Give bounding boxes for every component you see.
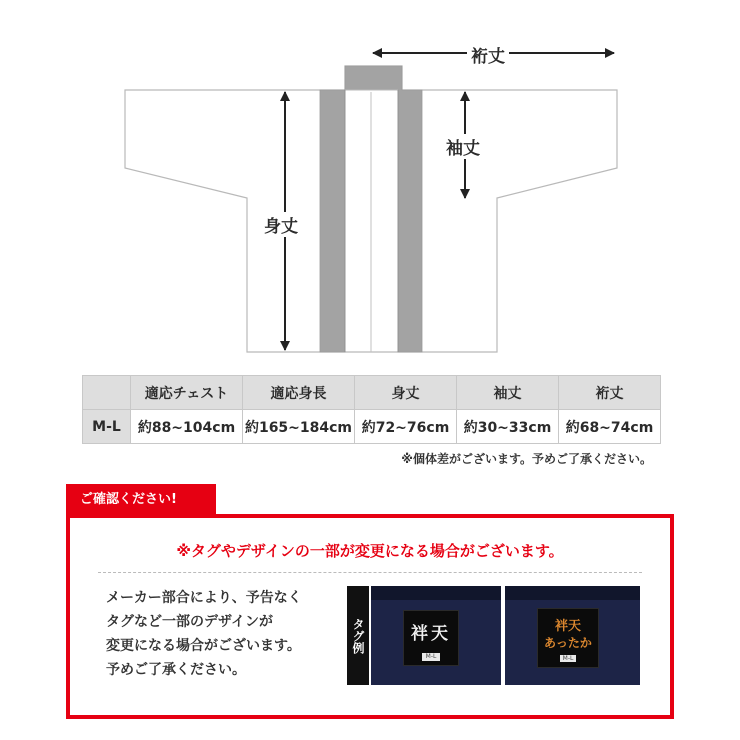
dashed-divider (98, 572, 642, 573)
tag-label-1 (403, 610, 459, 666)
size-table-header (83, 376, 661, 410)
header-sodetake: 袖丈 (457, 376, 559, 410)
tag-text: 袢天 (411, 624, 451, 644)
tag-text-top: 袢天 (554, 619, 581, 634)
tag-photo-2 (505, 586, 640, 685)
tag-text-bottom: あったか (544, 636, 592, 650)
mitake-label: 身丈 (260, 212, 302, 237)
size-table (82, 375, 661, 444)
row-size: M-L (83, 410, 131, 444)
header-mitake: 身丈 (355, 376, 457, 410)
description-line: 変更になる場合がございます。 (106, 638, 301, 654)
design-change-alert: ※タグやデザインの一部が変更になる場合がございます。 (176, 542, 564, 560)
fabric-fold (371, 586, 501, 600)
header-empty (83, 376, 131, 410)
fabric-fold (505, 586, 640, 600)
header-height: 適応身長 (243, 376, 355, 410)
description-line: 予めご了承ください。 (106, 662, 246, 678)
size-tag: M-L (560, 655, 576, 662)
size-tag: M-L (422, 653, 440, 661)
header-yuki: 裄丈 (559, 376, 661, 410)
cell-mitake: 約72~76cm (355, 410, 457, 444)
tag-label-2 (537, 608, 599, 668)
cell-chest: 約88~104cm (131, 410, 243, 444)
cell-height: 約165~184cm (243, 410, 355, 444)
table-row (83, 410, 661, 444)
notice-box (66, 514, 674, 719)
yuki-label: 裄丈 (467, 42, 509, 67)
description-line: メーカー部合により、予告なく (106, 590, 302, 606)
confirm-tab: ご確認ください! (66, 484, 216, 516)
header-chest: 適応チェスト (131, 376, 243, 410)
sodetake-label: 袖丈 (442, 134, 484, 159)
description-line: タグなど一部のデザインが (106, 614, 274, 630)
tag-photo-1 (371, 586, 501, 685)
notice-description (106, 586, 346, 682)
cell-sodetake: 約30~33cm (457, 410, 559, 444)
cell-yuki: 約68~74cm (559, 410, 661, 444)
individual-difference-note: ※個体差がございます。予めご了承ください。 (401, 452, 652, 466)
tag-example-label: タグ例 (347, 586, 369, 685)
